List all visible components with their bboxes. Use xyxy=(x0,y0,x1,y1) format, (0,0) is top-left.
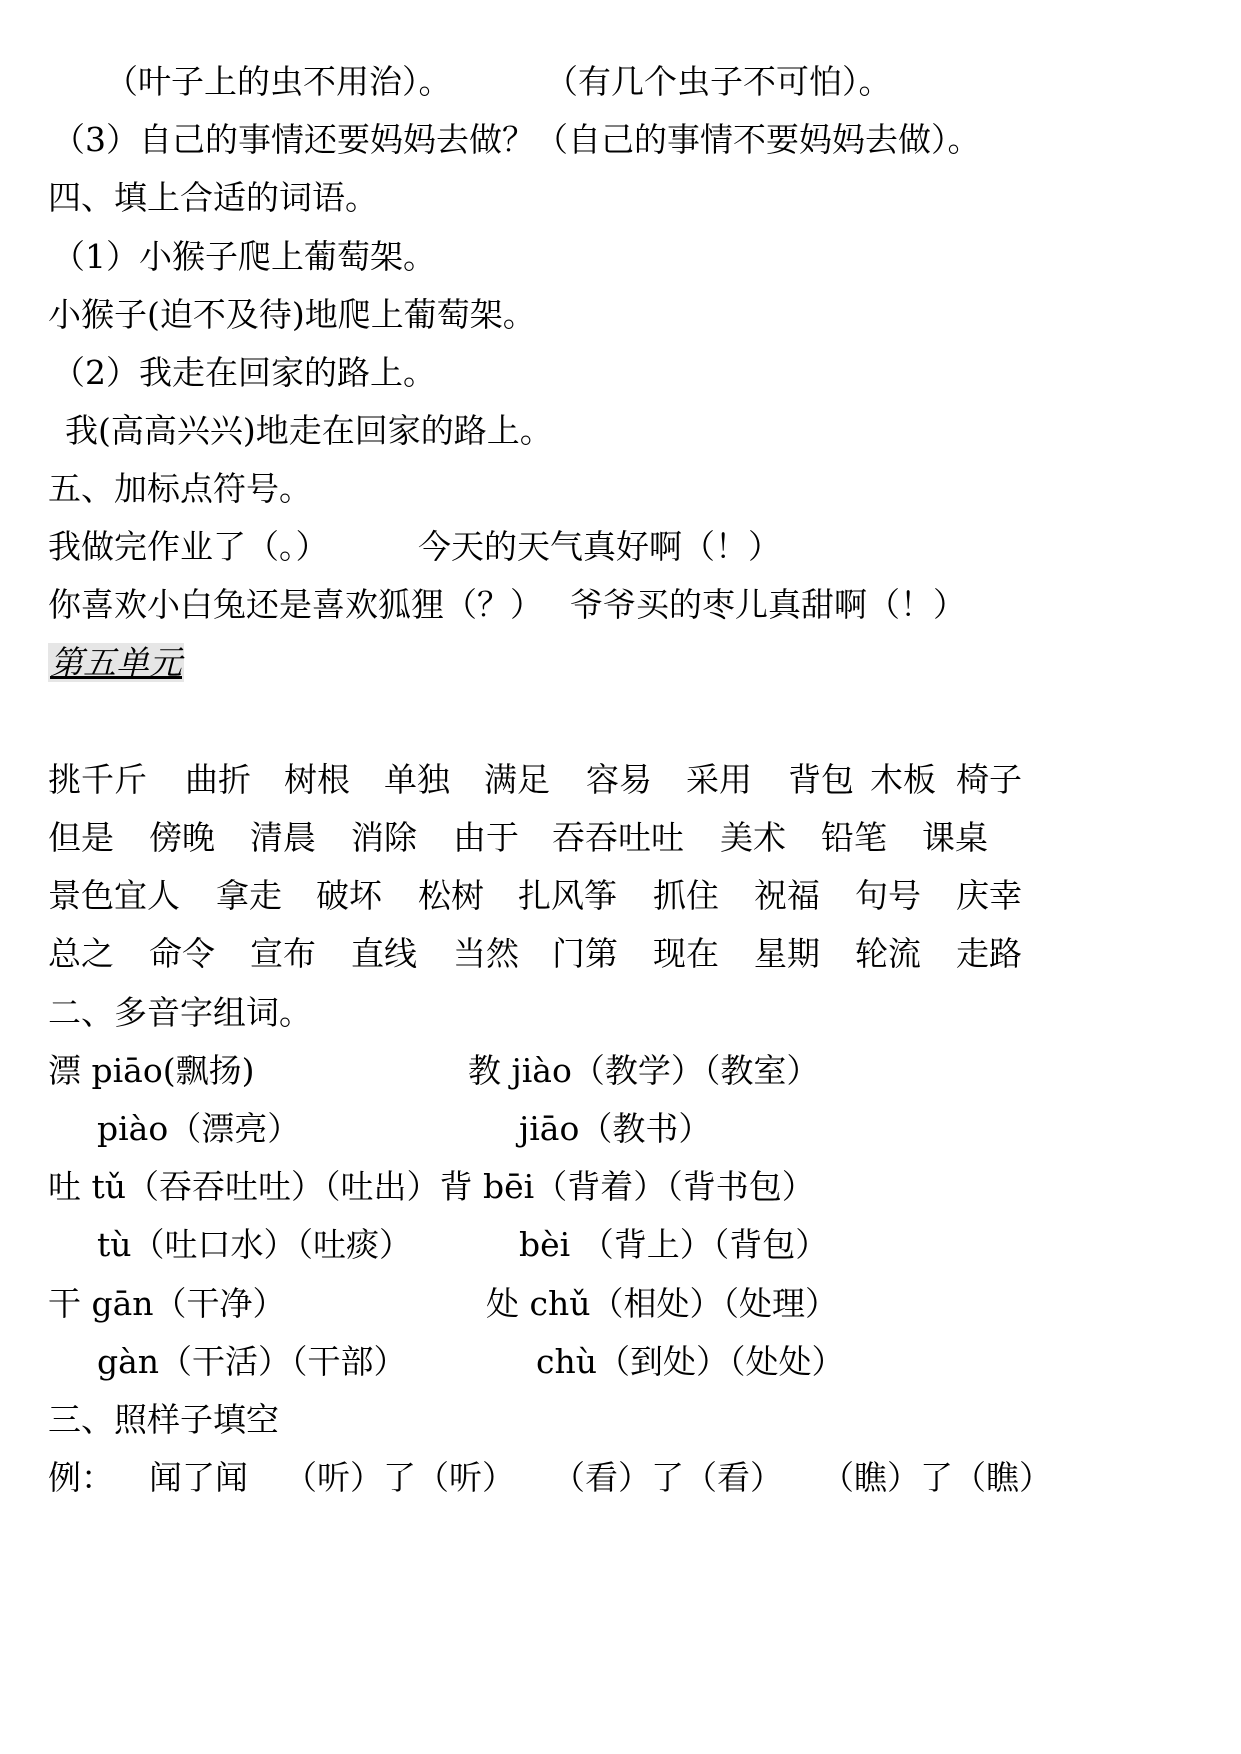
vocab-word: 景色宜人 xyxy=(48,876,180,915)
vocab-word: 命令 xyxy=(149,934,215,973)
vocab-word: 总之 xyxy=(48,934,114,973)
vocab-word: 傍晚 xyxy=(149,818,215,857)
vocab-word: 拿走 xyxy=(216,876,282,915)
vocab-word: 星期 xyxy=(754,934,820,973)
unit-title xyxy=(48,643,184,683)
polyphone-row-3: 吐 tǔ（吞吞吐吐）（吐出）背 bēi（背着）（背书包） xyxy=(48,1167,815,1206)
vocab-word: 祝福 xyxy=(754,876,820,915)
polyphone-row-1-left: 漂 piāo(飘扬) xyxy=(48,1051,255,1090)
answer-1: 小猴子(迫不及待)地爬上葡萄架。 xyxy=(48,295,536,334)
vocab-word: 采用 xyxy=(686,760,752,799)
section-heading-polyphones: 二、多音字组词。 xyxy=(48,993,312,1032)
vocab-word: 单独 xyxy=(384,760,450,799)
vocab-word: 容易 xyxy=(586,760,652,799)
pattern-item: （听）了（听） xyxy=(284,1458,515,1497)
pattern-label: 例： xyxy=(48,1458,114,1497)
polyphone-row-5-right: 处 chǔ（相处）（处理） xyxy=(486,1284,838,1323)
vocab-word: 破坏 xyxy=(316,876,382,915)
section-heading-5: 五、加标点符号。 xyxy=(48,469,312,508)
vocab-word: 但是 xyxy=(48,818,114,857)
vocab-word: 满足 xyxy=(484,760,550,799)
vocab-word: 当然 xyxy=(453,934,519,973)
vocab-word: 直线 xyxy=(351,934,417,973)
vocab-word: 背包 xyxy=(788,760,854,799)
polyphone-row-4-left: tù（吐口水）（吐痰） xyxy=(97,1225,413,1264)
vocab-word: 椅子 xyxy=(956,760,1022,799)
polyphone-row-5-left: 干 gān（干净） xyxy=(48,1284,286,1323)
vocab-word: 宣布 xyxy=(250,934,316,973)
polyphone-row-2-left: piào（漂亮） xyxy=(97,1109,301,1148)
vocab-word: 由于 xyxy=(453,818,519,857)
question-1: （1）小猴子爬上葡萄架。 xyxy=(52,237,436,276)
vocab-word: 树根 xyxy=(284,760,350,799)
section-heading-pattern: 三、照样子填空 xyxy=(48,1400,279,1439)
vocab-word: 松树 xyxy=(418,876,484,915)
vocab-word: 曲折 xyxy=(185,760,251,799)
pattern-item: （看）了（看） xyxy=(552,1458,783,1497)
polyphone-row-4-right: bèi （背上）（背包） xyxy=(519,1225,829,1264)
vocab-word: 现在 xyxy=(653,934,719,973)
section-heading-4: 四、填上合适的词语。 xyxy=(48,178,378,217)
punctuation-row1-left: 我做完作业了（。） xyxy=(48,527,329,566)
pattern-item: （瞧）了（瞧） xyxy=(821,1458,1052,1497)
vocab-word: 走路 xyxy=(956,934,1022,973)
vocab-word: 木板 xyxy=(870,760,936,799)
sentence-line-a-right: （有几个虫子不可怕）。 xyxy=(545,62,892,101)
vocab-word: 课桌 xyxy=(922,818,988,857)
polyphone-row-1-right: 教 jiào（教学）（教室） xyxy=(468,1051,820,1090)
vocab-word: 铅笔 xyxy=(821,818,887,857)
pattern-example: 闻了闻 xyxy=(149,1458,248,1497)
vocab-word: 扎风筝 xyxy=(518,876,617,915)
vocab-word: 吞吞吐吐 xyxy=(552,818,684,857)
unit-title-text: 第五单元 xyxy=(50,643,182,682)
polyphone-row-6-left: gàn（干活）（干部） xyxy=(97,1342,407,1381)
polyphone-row-6-right: chù（到处）（处处） xyxy=(536,1342,845,1381)
punctuation-row2-right: 爷爷买的枣儿真甜啊（！） xyxy=(570,585,966,624)
vocab-word: 清晨 xyxy=(250,818,316,857)
punctuation-row1-right: 今天的天气真好啊（！） xyxy=(418,527,781,566)
question-2: （2）我走在回家的路上。 xyxy=(52,353,436,392)
vocab-word: 挑千斤 xyxy=(48,760,147,799)
vocab-word: 美术 xyxy=(720,818,786,857)
sentence-line-b: （3）自己的事情还要妈妈去做？（自己的事情不要妈妈去做）。 xyxy=(52,120,981,159)
punctuation-row2-left: 你喜欢小白兔还是喜欢狐狸（？） xyxy=(48,585,543,624)
polyphone-row-2-right: jiāo（教书） xyxy=(519,1109,712,1148)
sentence-line-a-left: （叶子上的虫不用治）。 xyxy=(105,62,452,101)
vocab-word: 门第 xyxy=(552,934,618,973)
answer-2: 我(高高兴兴)地走在回家的路上。 xyxy=(65,411,553,450)
vocab-word: 抓住 xyxy=(653,876,719,915)
vocab-word: 轮流 xyxy=(855,934,921,973)
vocab-word: 句号 xyxy=(855,876,921,915)
vocab-word: 消除 xyxy=(351,818,417,857)
vocab-word: 庆幸 xyxy=(956,876,1022,915)
